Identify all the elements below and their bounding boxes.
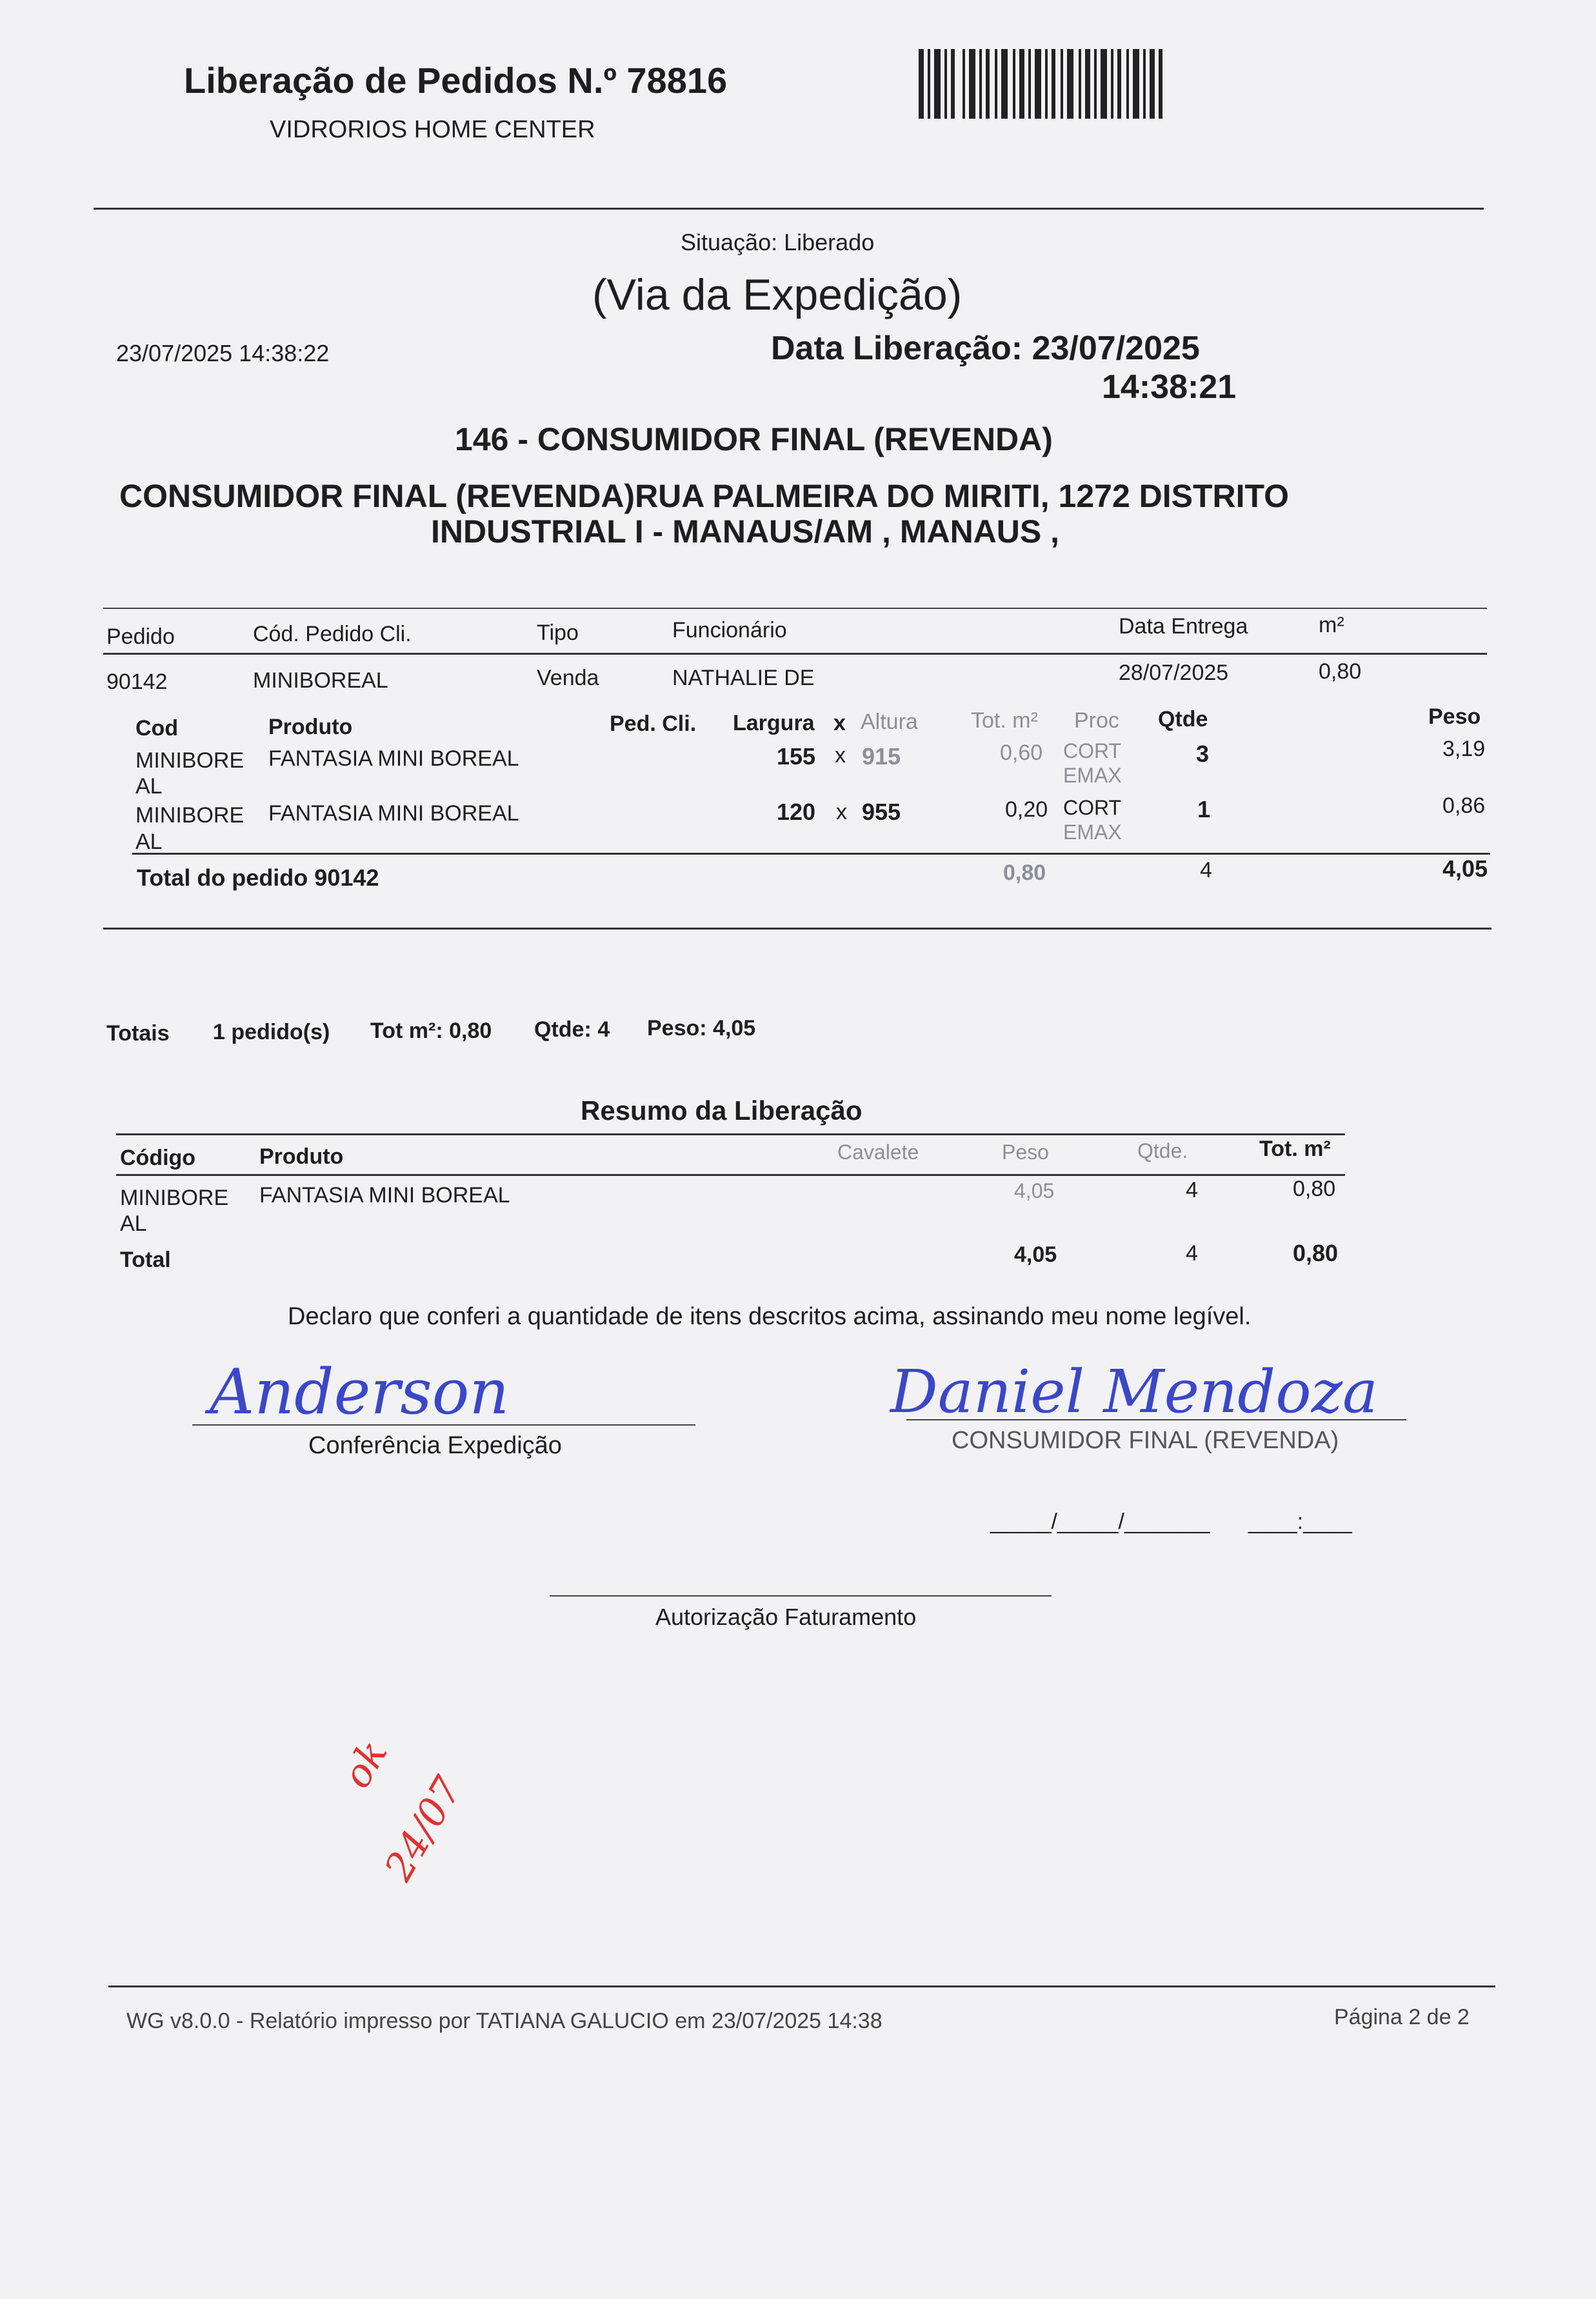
order-pedido: 90142 bbox=[106, 670, 168, 694]
item2-cod-line1: MINIBORE bbox=[135, 803, 244, 828]
items-header-x: x bbox=[833, 711, 846, 735]
document-title: Liberação de Pedidos N.º 78816 bbox=[184, 60, 728, 101]
item1-cod-line1: MINIBORE bbox=[135, 748, 244, 773]
item1-cod-line2: AL bbox=[135, 774, 163, 799]
item2-cod-line2: AL bbox=[135, 830, 163, 854]
header-divider bbox=[94, 208, 1484, 210]
item1-x: x bbox=[835, 743, 846, 768]
item1-peso: 3,19 bbox=[1442, 737, 1486, 761]
order-m2: 0,80 bbox=[1319, 659, 1362, 684]
client-address-line2: INDUSTRIAL I - MANAUS/AM , MANAUS , bbox=[431, 513, 1060, 550]
summary-tot-m2: 0,80 bbox=[1293, 1177, 1336, 1201]
summary-title: Resumo da Liberação bbox=[581, 1095, 863, 1126]
items-header-tot-m2: Tot. m² bbox=[971, 708, 1038, 733]
item2-produto: FANTASIA MINI BOREAL bbox=[268, 801, 519, 826]
left-signature: Anderson bbox=[210, 1356, 510, 1428]
footer-page-number: Página 2 de 2 bbox=[1334, 2005, 1470, 2029]
order-header-cod-cli: Cód. Pedido Cli. bbox=[253, 622, 412, 646]
items-header-altura: Altura bbox=[861, 710, 918, 734]
summary-header-tot-m2: Tot. m² bbox=[1259, 1137, 1331, 1161]
order-cod-cli: MINIBOREAL bbox=[253, 668, 388, 693]
order-header-m2: m² bbox=[1319, 613, 1344, 637]
order-funcionario: NATHALIE DE bbox=[672, 666, 815, 690]
right-signature-label: CONSUMIDOR FINAL (REVENDA) bbox=[952, 1427, 1339, 1454]
date-blank: _____/_____/_______ bbox=[990, 1509, 1210, 1534]
summary-qtde: 4 bbox=[1186, 1178, 1198, 1202]
summary-header-codigo: Código bbox=[120, 1146, 196, 1170]
items-header-largura: Largura bbox=[733, 711, 815, 735]
summary-peso: 4,05 bbox=[1014, 1179, 1055, 1202]
order-header-funcionario: Funcionário bbox=[672, 618, 787, 642]
billing-label: Autorização Faturamento bbox=[655, 1604, 917, 1630]
item2-proc-line1: CORT bbox=[1063, 796, 1122, 819]
summary-codigo-line2: AL bbox=[120, 1211, 147, 1236]
order-table-bottom-border bbox=[103, 928, 1491, 930]
handwritten-note-ok: ok bbox=[334, 1733, 397, 1796]
summary-total-tot-m2: 0,80 bbox=[1293, 1240, 1339, 1266]
billing-signature-line bbox=[550, 1595, 1052, 1597]
summary-header-produto: Produto bbox=[259, 1144, 344, 1169]
summary-header-cavalete: Cavalete bbox=[837, 1140, 919, 1164]
summary-top-border bbox=[116, 1133, 1345, 1135]
totals-peso: Peso: 4,05 bbox=[647, 1016, 756, 1040]
barcode-icon bbox=[917, 45, 1164, 121]
item2-largura: 120 bbox=[777, 799, 816, 825]
summary-header-peso: Peso bbox=[1002, 1140, 1049, 1164]
items-total-label: Total do pedido 90142 bbox=[137, 864, 379, 891]
item2-peso: 0,86 bbox=[1442, 793, 1486, 818]
order-header-divider bbox=[103, 653, 1487, 655]
release-date: Data Liberação: 23/07/2025 bbox=[771, 330, 1200, 367]
items-total-peso: 4,05 bbox=[1442, 855, 1488, 882]
print-datetime: 23/07/2025 14:38:22 bbox=[116, 340, 330, 366]
totals-qtde: Qtde: 4 bbox=[534, 1017, 610, 1042]
summary-header-qtde: Qtde. bbox=[1137, 1139, 1188, 1162]
status-label: Situação: Liberado bbox=[681, 229, 875, 255]
items-header-peso: Peso bbox=[1428, 704, 1481, 729]
release-time: 14:38:21 bbox=[1102, 368, 1237, 406]
summary-total-qtde: 4 bbox=[1186, 1241, 1198, 1266]
handwritten-note-date: 24/07 bbox=[375, 1769, 472, 1889]
totals-tot-m2: Tot m²: 0,80 bbox=[370, 1019, 492, 1043]
order-header-pedido: Pedido bbox=[106, 624, 175, 649]
left-signature-line bbox=[192, 1424, 695, 1426]
item2-qtde: 1 bbox=[1197, 796, 1211, 822]
order-tipo: Venda bbox=[537, 666, 599, 690]
items-total-divider bbox=[132, 853, 1490, 855]
items-header-cod: Cod bbox=[135, 716, 179, 741]
company-name: VIDRORIOS HOME CENTER bbox=[270, 116, 595, 143]
right-signature: Daniel Mendoza bbox=[890, 1357, 1378, 1426]
order-header-data-entrega: Data Entrega bbox=[1119, 614, 1248, 639]
footer-divider bbox=[108, 1986, 1495, 1987]
item2-x: x bbox=[836, 800, 847, 824]
items-total-qtde: 4 bbox=[1200, 858, 1212, 882]
items-header-proc: Proc bbox=[1074, 708, 1119, 733]
declaration-text: Declaro que conferi a quantidade de itens descritos acima, assinando meu nome legível. bbox=[288, 1303, 1252, 1330]
order-table-top-border bbox=[103, 608, 1487, 609]
order-data-entrega: 28/07/2025 bbox=[1119, 661, 1229, 685]
items-total-tot-m2: 0,80 bbox=[1003, 861, 1046, 885]
item2-proc-line2: EMAX bbox=[1063, 821, 1122, 844]
totals-pedidos: 1 pedido(s) bbox=[213, 1020, 330, 1044]
summary-produto: FANTASIA MINI BOREAL bbox=[259, 1183, 510, 1208]
items-header-ped-cli: Ped. Cli. bbox=[610, 712, 697, 736]
right-signature-line bbox=[906, 1419, 1406, 1420]
items-header-produto: Produto bbox=[268, 715, 353, 739]
items-header-qtde: Qtde bbox=[1158, 707, 1208, 732]
client-code-name: 146 - CONSUMIDOR FINAL (REVENDA) bbox=[455, 421, 1053, 457]
summary-total-peso: 4,05 bbox=[1014, 1242, 1057, 1267]
summary-codigo-line1: MINIBORE bbox=[120, 1186, 229, 1210]
left-signature-label: Conferência Expedição bbox=[308, 1432, 562, 1459]
footer-printed-by: WG v8.0.0 - Relatório impresso por TATIANA GALUCIO em 23/07/2025 14:38 bbox=[126, 2009, 883, 2033]
item1-qtde: 3 bbox=[1196, 741, 1210, 767]
order-header-tipo: Tipo bbox=[537, 621, 579, 645]
client-address-line1: CONSUMIDOR FINAL (REVENDA)RUA PALMEIRA DO MIRITI, 1272 DISTRITO bbox=[119, 478, 1290, 514]
summary-total-label: Total bbox=[120, 1248, 171, 1272]
item2-tot-m2: 0,20 bbox=[1005, 797, 1048, 822]
item2-altura: 955 bbox=[862, 799, 901, 825]
item1-altura: 915 bbox=[862, 743, 901, 770]
item1-tot-m2: 0,60 bbox=[1000, 741, 1043, 765]
item1-largura: 155 bbox=[777, 743, 816, 770]
via-label: (Via da Expedição) bbox=[592, 270, 963, 319]
item1-proc-line1: CORT bbox=[1063, 739, 1122, 762]
summary-header-divider bbox=[116, 1174, 1345, 1176]
item1-produto: FANTASIA MINI BOREAL bbox=[268, 746, 519, 771]
totals-label: Totais bbox=[106, 1021, 170, 1046]
item1-proc-line2: EMAX bbox=[1063, 764, 1122, 787]
time-blank: ____:____ bbox=[1248, 1509, 1352, 1534]
